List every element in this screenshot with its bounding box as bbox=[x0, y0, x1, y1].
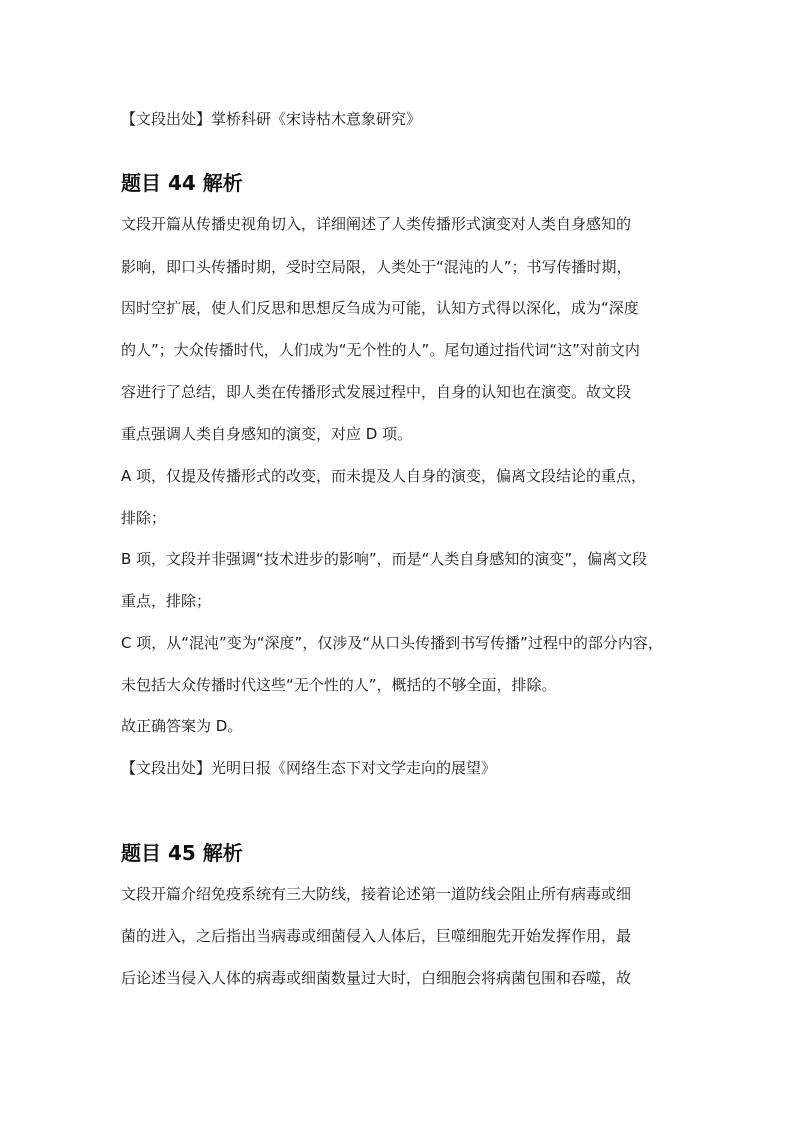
source-citation: 【文段出处】光明日报《网络生态下对文学走向的展望》 bbox=[121, 759, 497, 777]
paragraph-line: 后论述当侵入人体的病毒或细菌数量过大时，白细胞会将病菌包围和吞噬，故 bbox=[121, 969, 632, 987]
source-citation: 【文段出处】掌桥科研《宋诗枯木意象研究》 bbox=[121, 110, 422, 128]
option-b-analysis: B 项，文段并非强调“技术进步的影响”，而是“人类自身感知的演变”，偏离文段 bbox=[121, 550, 648, 568]
answer-line: 故正确答案为 D。 bbox=[121, 717, 243, 735]
option-a-analysis: A 项，仅提及传播形式的改变，而未提及人自身的演变，偏离文段结论的重点， bbox=[121, 467, 647, 485]
paragraph-line: 因时空扩展，使人们反思和思想反刍成为可能，认知方式得以深化，成为“深度 bbox=[121, 299, 639, 317]
paragraph-line: 文段开篇介绍免疫系统有三大防线，接着论述第一道防线会阻止所有病毒或细 bbox=[121, 885, 632, 903]
option-c-analysis: C 项，从“混沌”变为“深度”，仅涉及“从口头传播到书写传播”过程中的部分内容， bbox=[121, 634, 663, 652]
paragraph-line: 文段开篇从传播史视角切入，详细阐述了人类传播形式演变对人类自身感知的 bbox=[121, 215, 632, 233]
option-a-analysis: 排除； bbox=[121, 509, 167, 527]
paragraph-line: 容进行了总结，即人类在传播形式发展过程中，自身的认知也在演变。故文段 bbox=[121, 383, 632, 401]
paragraph-line: 的人”；大众传播时代，人们成为“无个性的人”。尾句通过指代词“这”对前文内 bbox=[121, 341, 640, 359]
paragraph-line: 重点强调人类自身感知的演变，对应 D 项。 bbox=[121, 425, 413, 443]
question-45-heading: 题目 45 解析 bbox=[121, 841, 243, 865]
paragraph-line: 影响，即口头传播时期，受时空局限，人类处于“混沌的人”；书写传播时期， bbox=[121, 258, 632, 276]
option-c-analysis: 未包括大众传播时代这些“无个性的人”，概括的不够全面，排除。 bbox=[121, 676, 557, 694]
paragraph-line: 菌的进入，之后指出当病毒或细菌侵入人体后，巨噬细胞先开始发挥作用，最 bbox=[121, 927, 632, 945]
option-b-analysis: 重点，排除； bbox=[121, 592, 212, 610]
question-44-heading: 题目 44 解析 bbox=[121, 171, 243, 195]
